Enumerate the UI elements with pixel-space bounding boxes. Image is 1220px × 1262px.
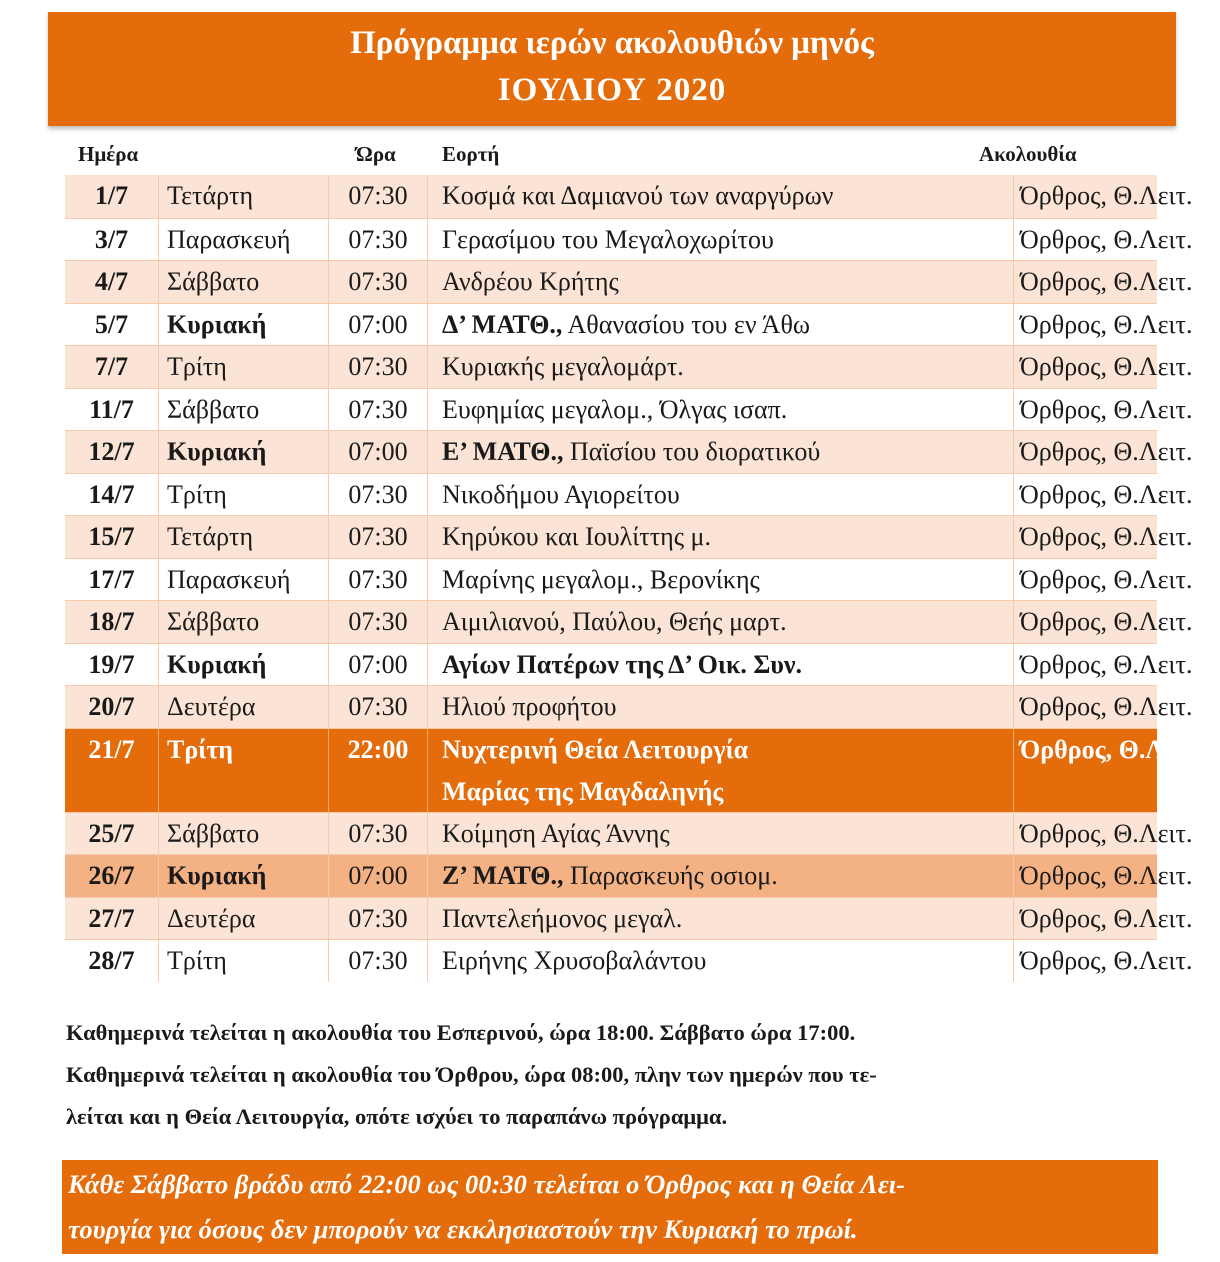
row-day: Τρίτη	[159, 729, 329, 812]
callout-line-1: Κάθε Σάββατο βράδυ από 22:00 ως 00:30 τελείται ο Όρθρος και η Θεία Λει-	[68, 1169, 905, 1199]
row-date: 27/7	[65, 898, 159, 940]
note-line-3: λείται και η Θεία Λειτουργία, οπότε ισχύει το παραπάνω πρόγραμμα.	[66, 1104, 728, 1129]
row-time: 22:00	[329, 729, 428, 812]
feast-bold: Ζ’ ΜΑΤΘ.,	[442, 861, 564, 890]
row-day: Κυριακή	[159, 644, 329, 686]
row-time: 07:00	[329, 644, 428, 686]
feast-text: Νικοδήμου Αγιορείτου	[442, 479, 680, 509]
row-date: 20/7	[65, 686, 159, 728]
feast-text: Ευφημίας μεγαλομ., Όλγας ισαπ.	[442, 394, 788, 424]
row-date: 21/7	[65, 729, 159, 812]
row-day: Παρασκευή	[159, 219, 329, 261]
row-day: Δευτέρα	[159, 898, 329, 940]
feast-text: Ειρήνης Χρυσοβαλάντου	[442, 946, 707, 975]
row-feast	[428, 644, 1014, 686]
row-service: Όρθρος, Θ.Λειτ.	[1020, 649, 1193, 679]
row-time: 07:00	[329, 304, 428, 346]
row-time: 07:30	[329, 601, 428, 643]
table-row	[65, 260, 1193, 303]
feast-text: Παϊσίου του διορατικού	[563, 437, 821, 466]
row-date: 12/7	[65, 431, 159, 473]
row-time: 07:30	[329, 175, 428, 218]
row-feast	[428, 346, 1014, 388]
row-date: 7/7	[65, 346, 159, 388]
row-date: 14/7	[65, 474, 159, 516]
row-feast	[428, 219, 1014, 261]
table-row	[65, 643, 1193, 686]
row-service: Όρθρος, Θ.Λειτ.	[1020, 946, 1193, 975]
row-day: Κυριακή	[159, 304, 329, 346]
row-date: 19/7	[65, 644, 159, 686]
row-date: 26/7	[65, 855, 159, 897]
row-service: Όρθρος, Θ.Λειτ.	[1020, 224, 1193, 254]
daily-notes	[66, 1012, 1166, 1138]
row-day: Παρασκευή	[159, 559, 329, 601]
feast-text: Αιμιλιανού, Παύλου, Θεής μαρτ.	[442, 607, 787, 636]
row-feast	[428, 686, 1014, 728]
row-date: 3/7	[65, 219, 159, 261]
table-row	[65, 897, 1193, 940]
row-time: 07:30	[329, 559, 428, 601]
row-day: Κυριακή	[159, 431, 329, 473]
row-service: Όρθρος, Θ.Λειτ.	[1020, 181, 1193, 210]
note-line-2: Καθημερινά τελείται η ακολουθία του Όρθρου, ώρα 08:00, πλην των ημερών που τε-	[66, 1062, 877, 1087]
feast-bold: Δ’ ΜΑΤΘ.,	[442, 309, 563, 339]
row-date: 25/7	[65, 813, 159, 855]
row-feast	[428, 261, 1014, 303]
row-feast	[428, 431, 1014, 473]
row-service: Όρθρος, Θ.Λειτ.	[1020, 861, 1193, 890]
column-header-day: Ημέρα	[78, 142, 139, 166]
table-row	[65, 345, 1193, 388]
row-date: 18/7	[65, 601, 159, 643]
table-row-highlighted	[65, 728, 1202, 812]
row-service: Όρθρος, Θ.Λειτ.	[1020, 352, 1193, 381]
row-date: 15/7	[65, 516, 159, 558]
row-date: 4/7	[65, 261, 159, 303]
feast-line-2: Μαρίας της Μαγδαληνής	[442, 776, 724, 806]
row-day: Τετάρτη	[159, 175, 329, 218]
table-row	[65, 600, 1193, 643]
saturday-callout	[62, 1160, 1158, 1254]
row-day: Σάββατο	[159, 261, 329, 303]
table-row	[65, 473, 1193, 516]
title-line-1: Πρόγραμμα ιερών ακολουθιών μηνός	[350, 25, 874, 61]
feast-text: Γερασίμου του Μεγαλοχωρίτου	[442, 224, 774, 254]
row-date: 5/7	[65, 304, 159, 346]
row-day: Κυριακή	[159, 855, 329, 897]
row-service: Όρθρος, Θ.Λειτ.	[1020, 479, 1193, 509]
table-row	[65, 939, 1193, 982]
column-header-service: Ακολουθία	[979, 142, 1077, 166]
row-day: Τρίτη	[159, 474, 329, 516]
row-day: Σάββατο	[159, 389, 329, 431]
table-row	[65, 515, 1193, 558]
row-date: 1/7	[65, 175, 159, 218]
row-feast	[428, 898, 1014, 940]
table-row	[65, 430, 1193, 473]
row-time: 07:30	[329, 219, 428, 261]
column-header-feast: Εορτή	[442, 142, 500, 166]
row-time: 07:30	[329, 940, 428, 982]
row-date: 17/7	[65, 559, 159, 601]
feast-text: Μαρίνης μεγαλομ., Βερονίκης	[442, 564, 760, 594]
feast-text: Κοίμηση Αγίας Άννης	[442, 818, 670, 848]
schedule-table	[65, 175, 1202, 982]
row-time: 07:30	[329, 346, 428, 388]
row-feast	[428, 855, 1014, 897]
feast-text: Ηλιού προφήτου	[442, 692, 617, 721]
table-row	[65, 812, 1193, 855]
row-time: 07:30	[329, 261, 428, 303]
title-banner	[48, 12, 1176, 126]
feast-bold: Αγίων Πατέρων της Δ’ Οικ. Συν.	[442, 649, 802, 679]
row-time: 07:30	[329, 516, 428, 558]
row-time: 07:30	[329, 898, 428, 940]
row-service: Όρθρος, Θ.Λειτ.	[1020, 437, 1193, 466]
row-day: Τετάρτη	[159, 516, 329, 558]
row-service: Όρθρος, Θ.Λειτ.	[1020, 607, 1193, 636]
row-service: Όρθρος, Θ.Λειτ.	[1020, 903, 1193, 933]
feast-text: Κηρύκου και Ιουλίττης μ.	[442, 522, 711, 551]
row-time: 07:30	[329, 389, 428, 431]
row-service: Όρθρος, Θ.Λειτ.	[1020, 309, 1193, 339]
feast-text: Κυριακής μεγαλομάρτ.	[442, 352, 684, 381]
row-feast	[428, 601, 1014, 643]
row-feast	[428, 729, 1014, 812]
table-row	[65, 175, 1193, 218]
row-feast	[428, 474, 1014, 516]
row-service: Όρθρος, Θ.Λειτ.	[1020, 818, 1193, 848]
callout-line-2: τουργία για όσους δεν μπορούν να εκκλησιαστούν την Κυριακή το πρωί.	[68, 1214, 858, 1244]
row-time: 07:00	[329, 431, 428, 473]
table-row	[65, 558, 1193, 601]
row-time: 07:00	[329, 855, 428, 897]
row-time: 07:30	[329, 686, 428, 728]
column-header-time: Ώρα	[356, 142, 396, 166]
feast-bold: Ε’ ΜΑΤΘ.,	[442, 437, 564, 466]
table-row	[65, 218, 1193, 261]
feast-text: Ανδρέου Κρήτης	[442, 267, 619, 296]
row-date: 11/7	[65, 389, 159, 431]
row-day: Δευτέρα	[159, 686, 329, 728]
row-feast	[428, 940, 1014, 982]
row-feast	[428, 516, 1014, 558]
feast-text: Παντελεήμονος μεγαλ.	[442, 903, 683, 933]
row-service: Όρθρος, Θ.Λειτ.	[1020, 564, 1193, 594]
row-day: Τρίτη	[159, 940, 329, 982]
feast-text: Κοσμά και Δαμιανού των αναργύρων	[442, 181, 834, 210]
row-date: 28/7	[65, 940, 159, 982]
row-service: Όρθρος, Θ.Λειτ.	[1020, 734, 1202, 764]
title-line-2: ΙΟΥΛΙΟΥ 2020	[497, 72, 727, 108]
table-row	[65, 388, 1193, 431]
row-day: Σάββατο	[159, 601, 329, 643]
row-time: 07:30	[329, 474, 428, 516]
row-feast	[428, 304, 1014, 346]
row-service: Όρθρος, Θ.Λειτ.	[1020, 692, 1193, 721]
row-day: Σάββατο	[159, 813, 329, 855]
table-row	[65, 685, 1193, 728]
feast-line-1: Νυχτερινή Θεία Λειτουργία	[442, 734, 749, 764]
row-feast	[428, 813, 1014, 855]
row-service: Όρθρος, Θ.Λειτ.	[1020, 267, 1193, 296]
table-row	[65, 854, 1193, 897]
row-day: Τρίτη	[159, 346, 329, 388]
row-feast	[428, 559, 1014, 601]
row-feast	[428, 175, 1014, 218]
table-row	[65, 303, 1193, 346]
feast-text: Αθανασίου του εν Άθω	[562, 309, 811, 339]
row-time: 07:30	[329, 813, 428, 855]
row-service: Όρθρος, Θ.Λειτ.	[1020, 394, 1193, 424]
feast-text: Παρασκευής οσιομ.	[563, 861, 778, 890]
row-feast	[428, 389, 1014, 431]
row-service: Όρθρος, Θ.Λειτ.	[1020, 522, 1193, 551]
note-line-1: Καθημερινά τελείται η ακολουθία του Εσπερινού, ώρα 18:00. Σάββατο ώρα 17:00.	[66, 1020, 856, 1045]
